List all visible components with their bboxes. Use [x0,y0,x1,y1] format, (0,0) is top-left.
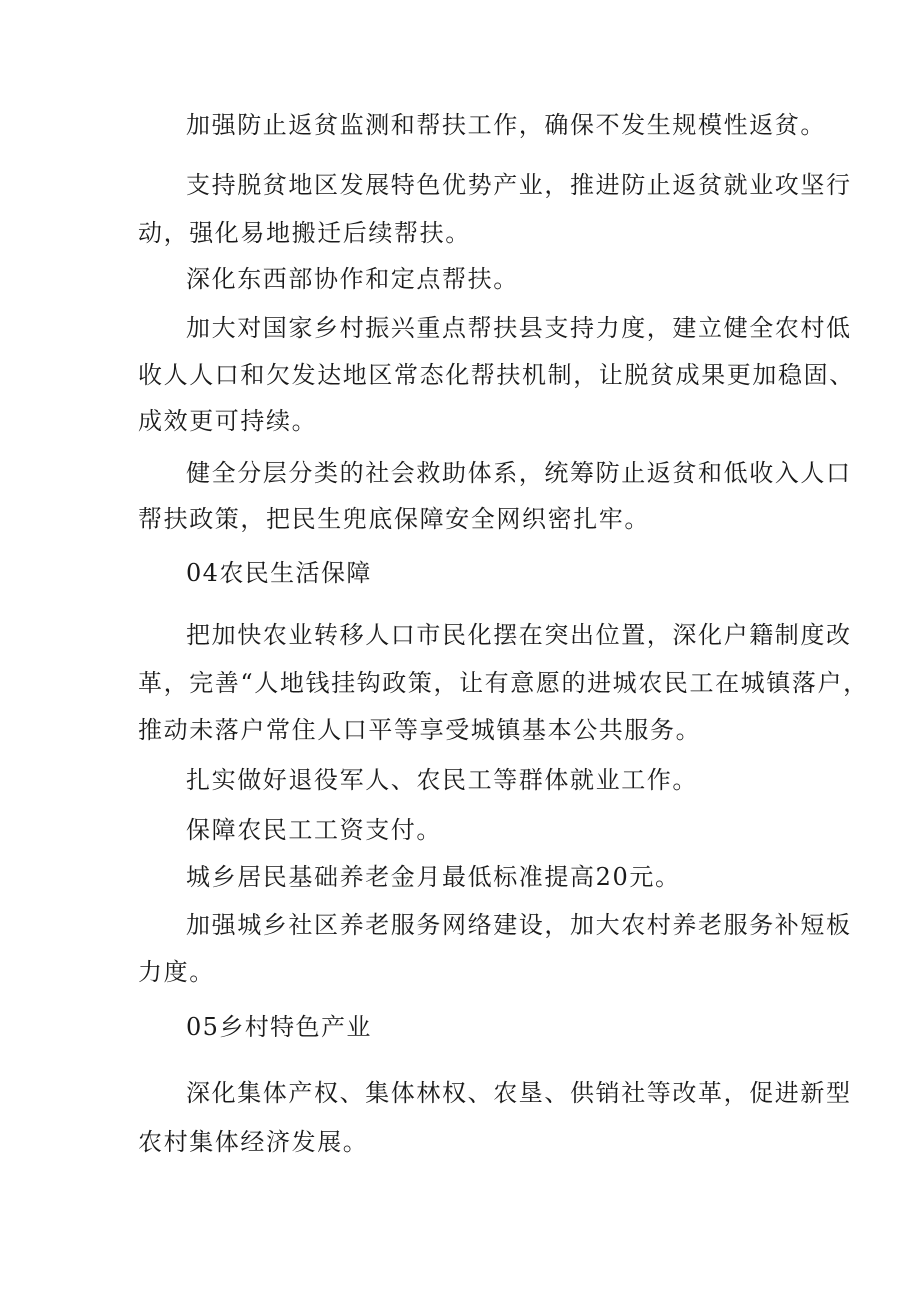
paragraph-5-line-1: 健全分层分类的社会救助体系，统筹防止返贫和低收入人口 [186,459,852,487]
paragraph-4-line-2: 收人人口和欠发达地区常态化帮扶机制，让脱贫成果更加稳固、 [138,361,855,389]
paragraph-1-line-1: 加强防止返贫监测和帮扶工作，确保不发生规模性返贫。 [186,111,826,139]
paragraph-11-line-2: 力度。 [138,958,215,986]
paragraph-4-line-3: 成效更可持续。 [138,407,318,435]
paragraph-4-line-1: 加大对国家乡村振兴重点帮扶县支持力度，建立健全农村低 [186,314,852,342]
paragraph-13-line-2: 农村集体经济发展。 [138,1128,369,1156]
paragraph-7-line-1: 把加快农业转移人口市民化摆在突出位置，深化户籍制度改 [186,621,852,649]
paragraph-2-line-1: 支持脱贫地区发展特色优势产业，推进防止返贫就业攻坚行 [186,171,852,199]
paragraph-8-line-1: 扎实做好退役军人、农民工等群体就业工作。 [186,766,698,794]
paragraph-5-line-2: 帮扶政策，把民生兜底保障安全网织密扎牢。 [138,505,650,533]
paragraph-10-line-1: 城乡居民基础养老金月最低标准提高20元。 [186,863,681,891]
section-heading-04: 04农民生活保障 [186,559,372,587]
paragraph-7-line-2: 革，完善“人地钱挂钩政策，让有意愿的进城农民工在城镇落户， [138,669,869,697]
section-heading-05: 05乡村特色产业 [186,1013,372,1041]
paragraph-9-line-1: 保障农民工工资支付。 [186,816,442,844]
paragraph-2-line-2: 动，强化易地搬迁后续帮扶。 [138,219,471,247]
paragraph-13-line-1: 深化集体产权、集体林权、农垦、供销社等改革，促进新型 [186,1079,852,1107]
paragraph-3-line-1: 深化东西部协作和定点帮扶。 [186,265,519,293]
paragraph-7-line-3: 推动未落户常住人口平等享受城镇基本公共服务。 [138,716,702,744]
paragraph-11-line-1: 加强城乡社区养老服务网络建设，加大农村养老服务补短板 [186,911,852,939]
